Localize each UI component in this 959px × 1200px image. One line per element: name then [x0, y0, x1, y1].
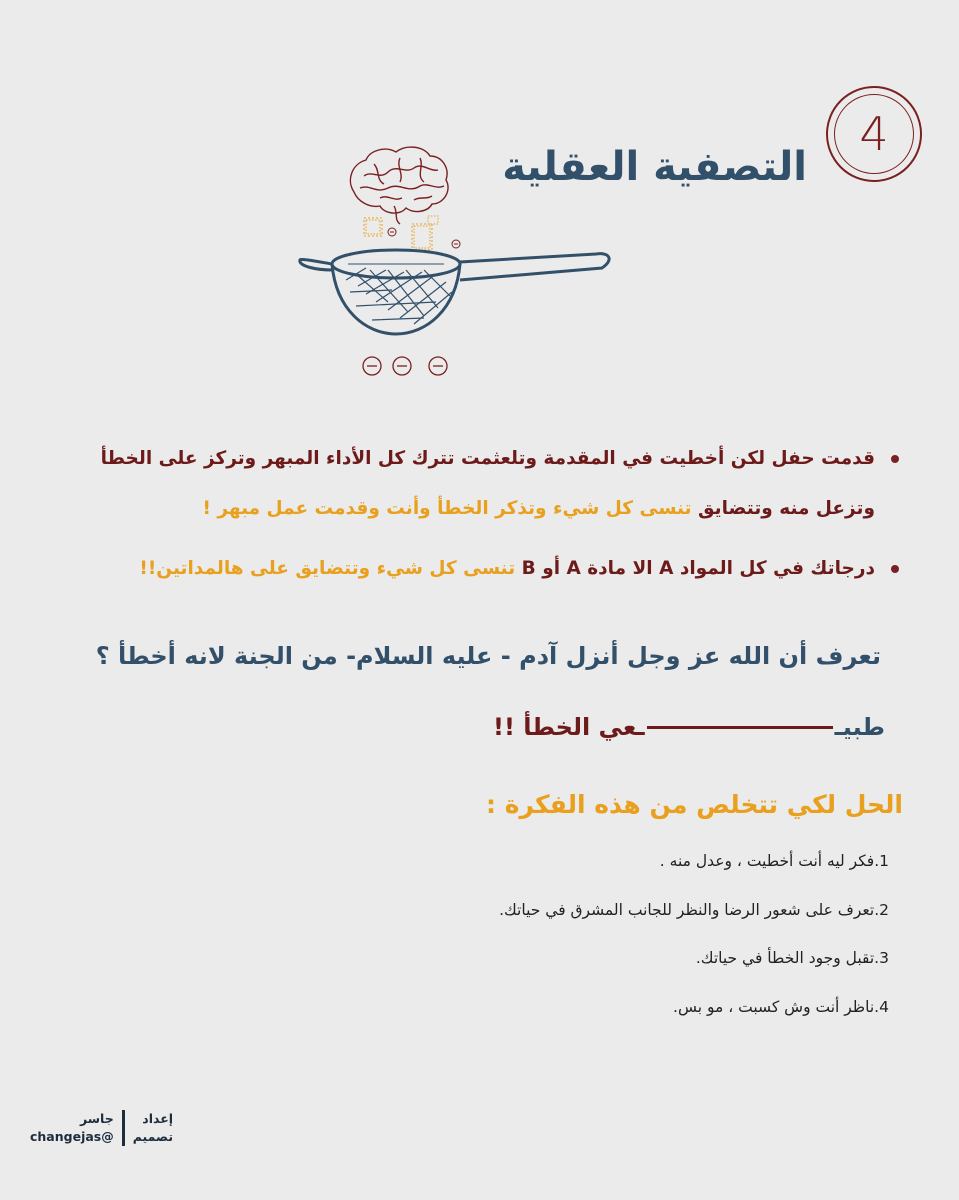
bullet-list — [39, 440, 899, 588]
bullet-item — [39, 550, 899, 588]
credit-label: تصميم — [132, 1129, 174, 1144]
bullet-line — [39, 440, 875, 478]
falling-dots-icon — [364, 216, 438, 250]
minus-circles-icon — [363, 357, 447, 375]
number-text: 4 — [859, 107, 889, 161]
natural-mistake-line — [493, 713, 885, 741]
bullet-item — [39, 440, 899, 528]
brain-icon — [350, 147, 448, 224]
bullet-dot-icon — [891, 455, 899, 463]
bullet-line — [39, 490, 875, 528]
step-item: 1.فكر ليه أنت أخطيت ، وعدل منه . — [659, 852, 889, 870]
bullet-text: وتزعل منه وتتضايق — [691, 498, 875, 519]
bullet-dot-icon — [891, 565, 899, 573]
bullet-highlight: تنسى كل شيء وتتضايق على هالمداتين!! — [139, 558, 516, 579]
step-item: 3.تقبل وجود الخطأ في حياتك. — [695, 949, 889, 967]
credit-names — [30, 1110, 114, 1146]
credit-label: إعداد — [142, 1111, 174, 1126]
bullet-text: قدمت حفل لكن أخطيت في المقدمة وتلعثمت تترك كل الأداء المبهر وتركز على الخطأ — [100, 448, 875, 469]
credit-handle: @changejas — [30, 1129, 114, 1144]
steps-list — [499, 846, 889, 1040]
credit-labels — [133, 1110, 173, 1146]
step-item: 2.تعرف على شعور الرضا والنظر للجانب المشرق في حياتك. — [499, 900, 889, 919]
bullet-highlight: تنسى كل شيء وتذكر الخطأ وأنت وقدمت عمل مبهر ! — [202, 498, 692, 519]
step-item: 4.ناظر أنت وش كسبت ، مو بس. — [673, 997, 889, 1016]
solution-title: الحل لكي تتخلص من هذه الفكرة : — [486, 790, 903, 819]
credit-name: جاسر — [79, 1111, 114, 1126]
page-title: التصفية العقلية — [502, 144, 807, 190]
credits — [30, 1110, 173, 1146]
question-text: تعرف أن الله عز وجل أنزل آدم - عليه السلام- من الجنة لانه أخطأ ؟ — [95, 642, 881, 670]
number-badge — [826, 86, 922, 182]
strainer-brain-illustration — [296, 140, 616, 380]
tab-line-suffix: ـعي الخطأ !! — [493, 713, 645, 741]
strainer-icon — [300, 250, 609, 334]
bullet-line — [39, 550, 875, 588]
bullet-text: درجاتك في كل المواد A الا مادة A أو B — [515, 558, 875, 579]
tab-line-prefix: طبيـ — [834, 713, 885, 741]
tatweel-bar — [647, 726, 833, 729]
credit-divider — [122, 1110, 125, 1146]
